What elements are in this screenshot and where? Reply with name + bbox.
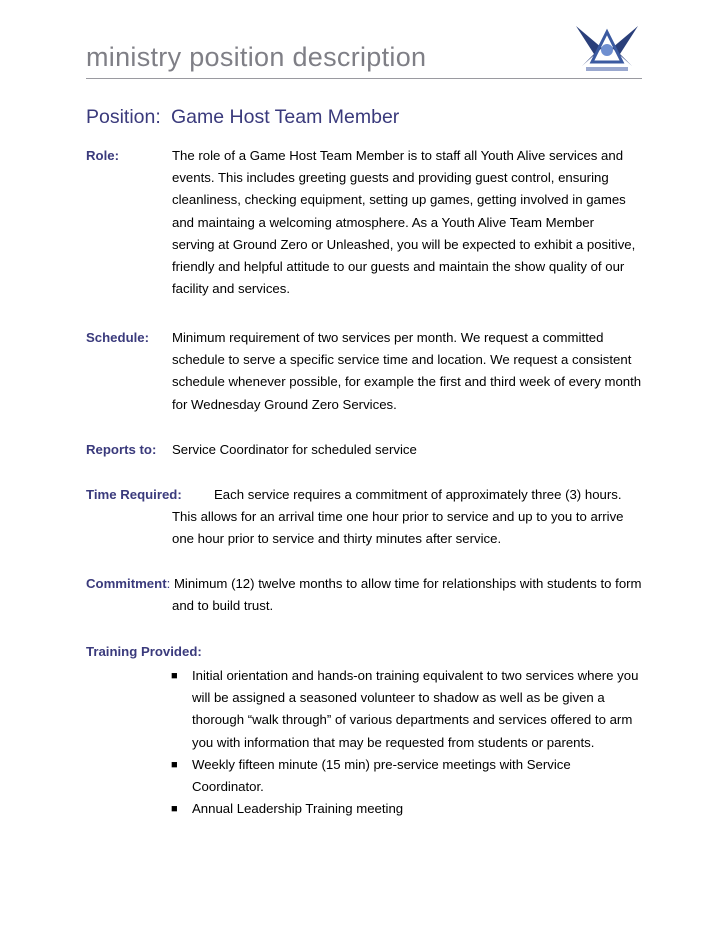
list-item [171,665,646,754]
role-line: cleanliness, checking equipment, setting up games, getting involved in games [172,192,626,208]
bullet-icon: ■ [171,758,178,771]
bullet-icon: ■ [171,670,178,682]
time-required-text [172,506,646,550]
reports-to-label: Reports to: [86,442,157,457]
position-value: Game Host Team Member [171,106,400,128]
role-label: Role: [86,148,119,163]
position-heading [86,106,399,129]
schedule-line: for Wednesday Ground Zero Services. [172,396,397,412]
time-required-label: Time Required: [86,487,182,502]
schedule-section [86,327,646,416]
position-label: Position: [86,106,161,128]
commitment-line: and to build trust. [172,598,274,614]
role-section [86,145,646,300]
header-divider [86,78,642,79]
list-item-line: Weekly fifteen minute (15 min) pre-service meetings with Service [192,756,571,772]
list-item [171,754,646,798]
list-item-line: you with information that may be requested from students or parents. [192,734,595,750]
commitment-text [172,595,646,617]
role-line: The role of a Game Host Team Member is to staff all Youth Alive services and [172,148,624,163]
role-line: events. This includes greeting guests and providing guest control, ensuring [172,170,609,186]
training-label: Training Provided: [86,644,202,659]
list-item-line: thorough “walk through” of various departments and services offered to arm [192,712,633,728]
role-line: serving at Ground Zero or Unleashed, you will be expected to exhibit a positive, [172,236,636,252]
commitment-colon: : [166,576,171,591]
list-item [171,798,646,820]
list-item-line: will be assigned a seasoned volunteer to shadow as well as be given a [192,690,605,706]
list-item-line: Coordinator. [192,779,264,795]
list-item-line: Annual Leadership Training meeting [192,801,404,817]
commitment-first-text: Minimum (12) twelve months to allow time for relationships with students to form [173,576,642,591]
document-title: ministry position description [86,42,427,72]
reports-to-section [86,439,646,461]
reports-to-text [172,439,646,461]
role-line: facility and services. [172,281,290,297]
role-line: friendly and helpful attitude to our guests and maintain the show quality of our [172,259,625,275]
schedule-text [172,327,646,416]
time-required-first-line: Each service requires a commitment of approximately three (3) hours. [214,487,622,502]
time-required-line: one hour prior to service and thirty minutes after service. [172,531,502,547]
schedule-line: schedule to serve a specific service time and location. We request a consistent [172,352,632,368]
time-required-line: This allows for an arrival time one hour prior to service and up to you to arrive [172,509,624,525]
role-line: and maintaing a welcoming atmosphere. As a Youth Alive Team Member [172,214,594,230]
time-required-section [86,484,646,551]
commitment-label: Commitment [86,576,167,591]
schedule-label: Schedule: [86,330,150,345]
list-item-line: Initial orientation and hands-on training equivalent to two services where you [192,668,639,683]
commitment-section [86,573,646,617]
training-list [86,665,646,820]
reports-to-line: Service Coordinator for scheduled service [172,442,417,457]
commitment-first-line [86,573,646,595]
bullet-icon: ■ [171,803,178,816]
schedule-line: Minimum requirement of two services per month. We request a committed [172,330,604,345]
role-text [172,145,646,300]
youth-alive-logo [572,20,642,75]
schedule-line: schedule whenever possible, for example the first and third week of every month [172,374,642,390]
